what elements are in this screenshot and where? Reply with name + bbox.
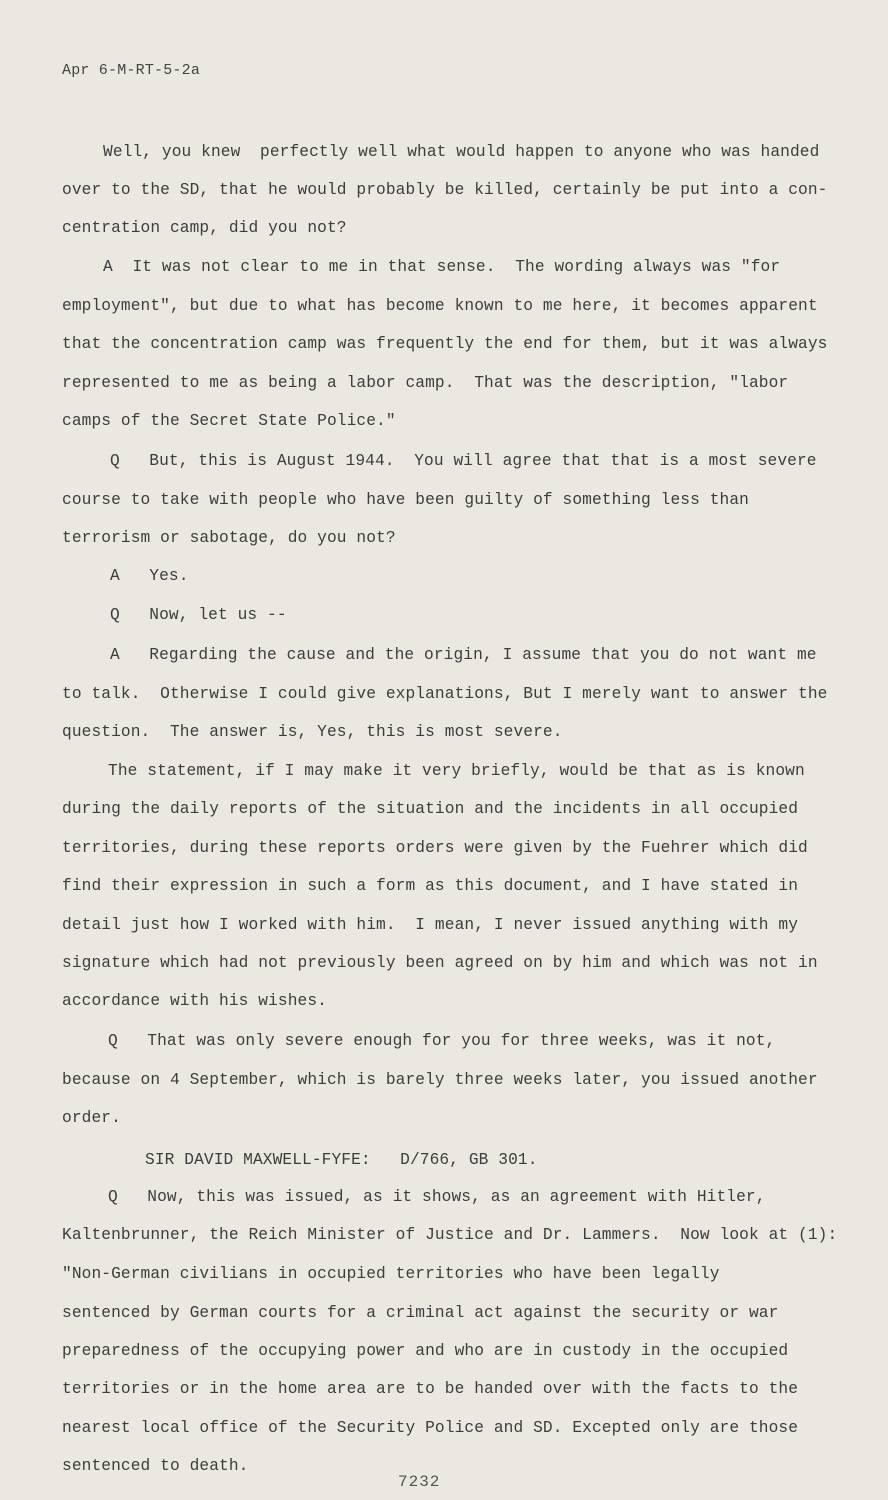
text-line: camps of the Secret State Police.": [62, 412, 396, 430]
text-line: The statement, if I may make it very briefly, would be that as is known: [108, 762, 805, 780]
text-line: employment", but due to what has become known to me here, it becomes apparent: [62, 297, 818, 315]
text-line: find their expression in such a form as this document, and I have stated in: [62, 877, 799, 895]
text-line: question. The answer is, Yes, this is most severe.: [62, 723, 563, 741]
text-line: A It was not clear to me in that sense. The wording always was "for: [103, 258, 781, 276]
text-line: centration camp, did you not?: [62, 219, 347, 237]
text-line: to talk. Otherwise I could give explanations, But I merely want to answer the: [62, 685, 828, 703]
text-line: order.: [62, 1109, 121, 1127]
quoted-line: sentenced by German courts for a criminal act against the security or war: [62, 1304, 779, 1322]
quoted-line: "Non-German civilians in occupied territories who have been legally: [62, 1265, 720, 1283]
text-line: course to take with people who have been guilty of something less than: [62, 491, 749, 509]
quoted-line: territories or in the home area are to be handed over with the facts to the: [62, 1380, 799, 1398]
quoted-line: preparedness of the occupying power and who are in custody in the occupied: [62, 1342, 789, 1360]
text-line: Q But, this is August 1944. You will agree that that is a most severe: [110, 452, 817, 470]
text-line: during the daily reports of the situation and the incidents in all occupied: [62, 800, 799, 818]
page-number: 7232: [398, 1473, 441, 1491]
text-line: that the concentration camp was frequently the end for them, but it was always: [62, 335, 828, 353]
text-line: A Yes.: [110, 567, 189, 585]
text-line: A Regarding the cause and the origin, I assume that you do not want me: [110, 646, 817, 664]
text-line: territories, during these reports orders were given by the Fuehrer which did: [62, 839, 808, 857]
text-line: detail just how I worked with him. I mean, I never issued anything with my: [62, 916, 799, 934]
text-line: signature which had not previously been agreed on by him and which was not in: [62, 954, 818, 972]
text-line: Q Now, let us --: [110, 606, 287, 624]
text-line: Q That was only severe enough for you for three weeks, was it not,: [108, 1032, 776, 1050]
quoted-line: sentenced to death.: [62, 1457, 249, 1475]
text-line: represented to me as being a labor camp. That was the description, "labor: [62, 374, 789, 392]
text-line: over to the SD, that he would probably be killed, certainly be put into a con-: [62, 181, 828, 199]
text-line: because on 4 September, which is barely three weeks later, you issued another: [62, 1071, 818, 1089]
text-line: Well, you knew perfectly well what would happen to anyone who was handed: [103, 143, 820, 161]
text-line: accordance with his wishes.: [62, 992, 327, 1010]
quoted-line: nearest local office of the Security Police and SD. Excepted only are those: [62, 1419, 799, 1437]
text-line: Q Now, this was issued, as it shows, as an agreement with Hitler,: [108, 1188, 766, 1206]
text-line: Kaltenbrunner, the Reich Minister of Justice and Dr. Lammers. Now look at (1):: [62, 1226, 838, 1244]
text-line: terrorism or sabotage, do you not?: [62, 529, 396, 547]
speaker-line: SIR DAVID MAXWELL-FYFE: D/766, GB 301.: [145, 1151, 538, 1169]
document-header: Apr 6-M-RT-5-2a: [62, 62, 201, 79]
